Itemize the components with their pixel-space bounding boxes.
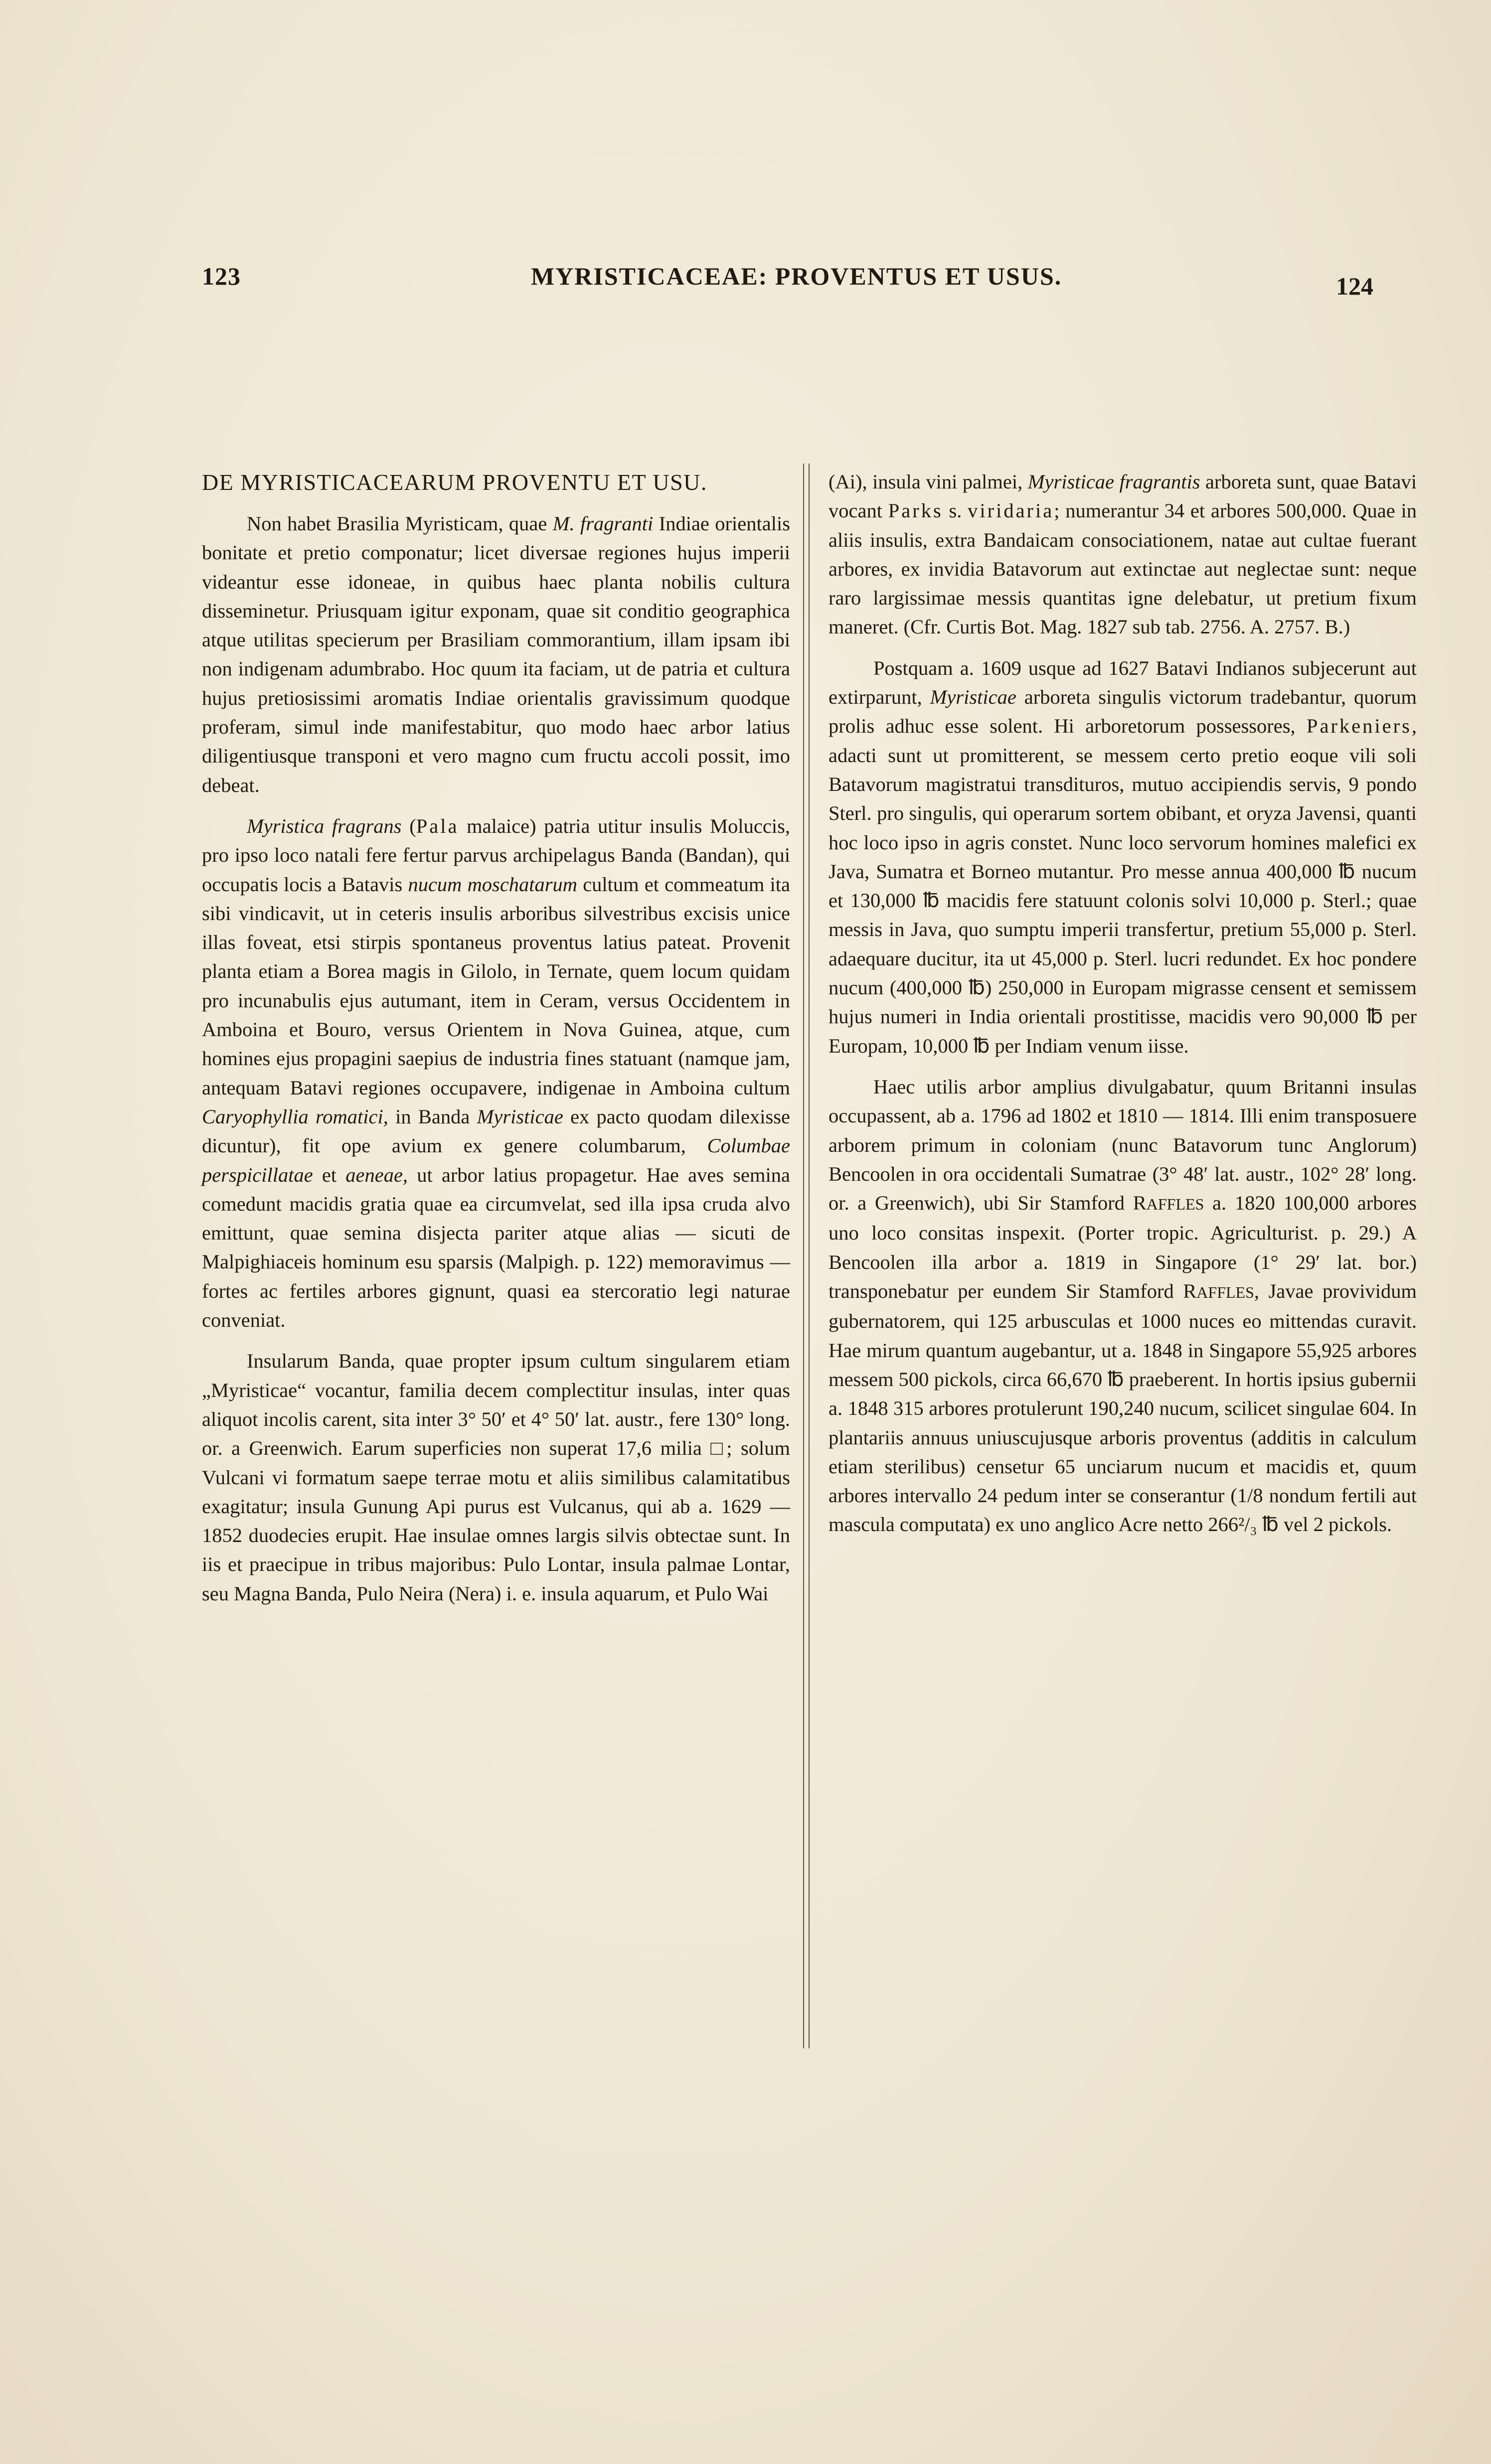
paragraph: Haec utilis arbor amplius divulgabatur, quum Britanni insulas occupassent, ab a. 1796 ad 1802 et 1810 — 1814. Illi enim transposuere arborem primum in coloniam (nunc Batavorum tunc Anglorum) Bencoolen in ora occidentali Sumatrae (3° 48′ lat. austr., 102° 28′ long. or. a Greenwich), ubi Sir Stamford RAFFLES a. 1820 100,000 arbores uno loco consitas inspexit. (Porter tropic. Agriculturist. p. 29.) A Bencoolen illa arbor a. 1819 in Singapore (1° 29′ lat. bor.) transponebatur per eundem Sir Stamford RAFFLES, Javae provividum gubernatorem, qui 125 arbusculas et 1000 nuces eo mittendas curavit. Hae mirum quantum augebantur, ut a. 1848 in Singapore 55,925 arbores messem 500 pickols, circa 66,670 ℔ praeberent. In hortis ipsius gubernii a. 1848 315 arbores protulerunt 190,240 nucum, scilicet singulae 604. In plantariis annuus uniuscujusque arboris proventus (additis in calculum etiam sterilibus) censetur 65 unciarum nucum et macidis et, quum arbores intervallo 24 pedum inter se conserantur (1/8 nondum fertili aut mascula computata) ex uno anglico Acre netto 266²/₃ ℔ vel 2 pickols. <box>828 1075 1417 1536</box>
running-title: MYRISTICACEAE: PROVENTUS ET USUS. <box>531 262 1062 290</box>
page-number-right: 124 <box>1336 272 1373 300</box>
paragraph: Insularum Banda, quae propter ipsum cultum singularem etiam „Myristicae“ vocantur, familia decem complectitur insulas, inter quas aliquot incolis carent, sita inter 3° 50′ et 4° 50′ lat. austr., fere 130° long. or. a Greenwich. Earum superficies non superat 17,6 milia □; solum Vulcani vi formatum saepe terrae motu et aliis similibus calamitatibus exagitatur; insula Gunung Api purus est Vulcanus, qui ab a. 1629 — 1852 duodecies erupit. Hae insulae omnes largis silvis obtectae sunt. In iis et praecipue in tribus majoribus: Pulo Lontar, insula palmae Lontar, seu Magna Banda, Pulo Neira (Nera) i. e. insula aquarum, et Pulo Wai <box>202 1350 790 1605</box>
paragraph-continued: (Ai), insula vini palmei, Myristicae fragrantis arboreta sunt, quae Batavi vocant Parks s. viridaria; numerantur 34 et arbores 500,000. Quae in aliis insulis, extra Bandaicam consociationem, natae aut cultae fuerant arbores, ex invidia Batavorum aut extinctae aut neglectae sunt: neque raro largissimae messis quantitas igne delebatur, ut pretium fixum maneret. (Cfr. Curtis Bot. Mag. 1827 sub tab. 2756. A. 2757. B.) <box>828 470 1417 638</box>
paragraph: Postquam a. 1609 usque ad 1627 Batavi Indianos subjecerunt aut extirparunt, Myristicae arboreta singulis victorum tradebantur, quorum prolis adhuc esse solent. Hi arboretorum possessores, Parkeniers, adacti sunt ut promitterent, se messem certo pretio eoque vili soli Batavorum magistratui transdituros, mutuo accipiendis servis, 9 pondo Sterl. pro singulis, qui operarum sortem obibant, et oryza Javensi, quanti hoc loco ipso in agris constet. Nunc loco servorum homines malefici ex Java, Sumatra et Borneo mutantur. Pro messe annua 400,000 ℔ nucum et 130,000 ℔ macidis fere statuunt colonis solvi 10,000 p. Sterl.; quae messis in Java, quo sumptu imperii transfertur, pretium 55,000 p. Sterl. adaequare ducitur, ita ut 45,000 p. Sterl. lucri redundet. Ex hoc pondere nucum (400,000 ℔) 250,000 in Europam migrasse censent et semissem hujus numeri in India orientali prostitisse, macidis vero 90,000 ℔ per Europam, 10,000 ℔ per Indiam venum iisse. <box>828 656 1417 1057</box>
right-column <box>828 467 1417 1540</box>
column-divider-rule <box>803 463 810 2048</box>
page-number-left: 123 <box>202 262 241 290</box>
running-head <box>202 252 1373 307</box>
paragraph: Non habet Brasilia Myristicam, quae M. fragranti Indiae orientalis bonitate et pretio componatur; licet diversae regiones hujus imperii videantur esse idoneae, in quibus haec planta nobilis cultura disseminetur. Priusquam igitur exponam, quae sit conditio geographica atque utilitas specierum per Brasiliam commorantium, illam ipsam ibi non indigenam adumbrabo. Hoc quum ita faciam, ut de patria et cultura hujus pretiosissimi aromatis Indiae orientalis gravissimum quodque proferam, simul inde manifestabitur, quo modo haec arbor latius diligentiusque transponi et vero magno cum fructu accoli possit, imo debeat. <box>202 512 791 796</box>
paragraph: Myristica fragrans (Pala malaice) patria utitur insulis Moluccis, pro ipso loco natali fere fertur parvus archipelagus Banda (Bandan), qui occupatis locis a Batavis nucum moschatarum cultum et commeatum ita sibi vindicavit, ut in ceteris insulis arboribus silvestribus excisis unice illas foveat, etsi stirpis spontaneus proventus latius pateat. Provenit planta etiam a Borea magis in Gilolo, in Ternate, quem locum quidam pro incunabulis ejus autumant, item in Ceram, versus Occidentem in Amboina et Bouro, versus Orientem in Nova Guinea, atque, cum homines ejus propagini saepius de industria fines statuant (namque jam, antequam Batavi regiones occupavere, indigenae in Amboina cultum Caryophyllia romatici, in Banda Myristicae ex pacto quodam dilexisse dicuntur), fit ope avium ex genere columbarum, Columbae perspicillatae et aeneae, ut arbor latius propagetur. Hae aves semina comedunt macidis gratia quae ea circumvelat, sed illa ipsa cruda alvo emittunt, quae semina disjecta pariter atque alias — sicuti de Malpighiaceis hominum esu sparsis (Malpigh. p. 122) memoravimus — fortes ac fertiles arbores gignunt, quasi ea stercoratio legi naturae conveniat. <box>202 814 790 1332</box>
section-heading: DE MYRISTICACEARUM PROVENTU ET USU. <box>202 469 707 495</box>
left-column <box>202 467 790 1608</box>
